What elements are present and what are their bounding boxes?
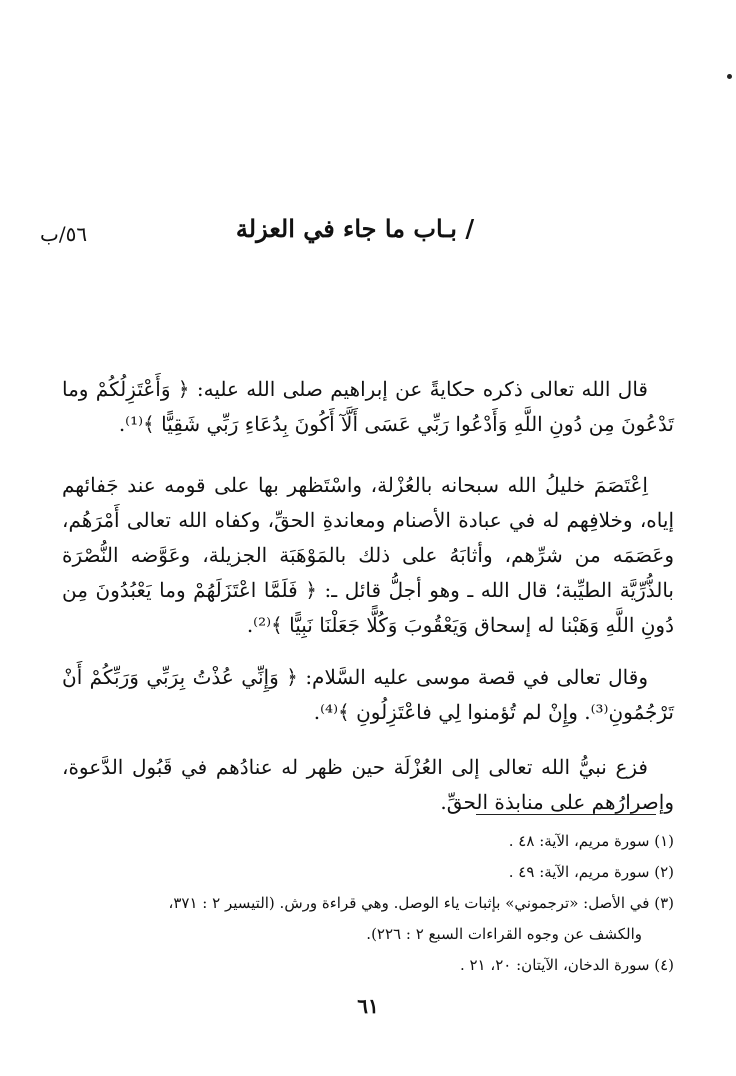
- footnote-separator: [476, 814, 656, 815]
- paragraph-3: وقال تعالى في قصة موسى عليه السَّلام: ﴿ وَإِنِّي عُذْتُ بِرَبِّي وَرَبِّكُمْ أَنْ تَرْجُمُونِ⁽³⁾. وإِنْ لم تُؤمنوا لِي فاعْتَزِلُونِ ﴾⁽⁴⁾.: [62, 665, 674, 724]
- footnotes: [62, 826, 674, 981]
- paragraph-4: فزع نبيُّ الله تعالى إلى العُزْلَة حين ظهر له عنادُهم في قَبُول الدَّعوة، وإصرارُهم على منابذة الحقِّ.: [62, 755, 674, 814]
- paragraph-1: قال الله تعالى ذكره حكايةً عن إبراهيم صلى الله عليه: ﴿ وَأَعْتَزِلُكُمْ وما تَدْعُونَ مِن دُونِ اللَّهِ وَأَدْعُوا رَبِّي عَسَى أَلَّآ أَكُونَ بِدُعَاءِ رَبِّي شَقِيًّا ﴾⁽¹⁾.: [62, 377, 674, 436]
- footnote-3-continuation: والكشف عن وجوه القراءات السبع ٢ : ٢٢٦).: [366, 925, 642, 943]
- page-number: ٦١: [357, 994, 379, 1018]
- manuscript-folio-marker: ٥٦/ب: [40, 222, 88, 246]
- footnote-1: (١) سورة مريم، الآية: ٤٨ .: [508, 832, 674, 850]
- paragraph-2: اِعْتَصَمَ خليلُ الله سبحانه بالعُزْلة، واسْتَظهر بها على قومه عند جَفائهم إياه، وخلافِهم له في عبادة الأصنام ومعاندةِ الحقِّ، وكفاه الله تعالى أَمْرَهُم، وعَصَمَه من شرِّهم، وأثابَهُ على ذلك بالمَوْهَبَة الجزيلة، وعَوَّضه النُّصْرَة بالذُّرِّيَّة الطيِّبة؛ قال الله ـ وهو أجلُّ قائل ـ: ﴿ فَلَمَّا اعْتَزَلَهُمْ وما يَعْبُدُونَ مِن دُونِ اللَّهِ وَهَبْنا له إسحاق وَيَعْقُوبَ وَكُلًّا جَعَلْنَا نَبِيًّا ﴾⁽²⁾.: [62, 473, 674, 637]
- footnote-2: (٢) سورة مريم، الآية: ٤٩ .: [508, 863, 674, 881]
- chapter-heading: / بـاب ما جاء في العزلة: [235, 214, 475, 243]
- footnote-4: (٤) سورة الدخان، الآيتان: ٢٠، ٢١ .: [459, 956, 674, 974]
- footnote-3: (٣) في الأصل: «ترجموني» بإثبات ياء الوصل. وهي قراءة ورش. (التيسير ٢ : ٣٧١،: [168, 894, 674, 912]
- margin-dot: [727, 74, 732, 79]
